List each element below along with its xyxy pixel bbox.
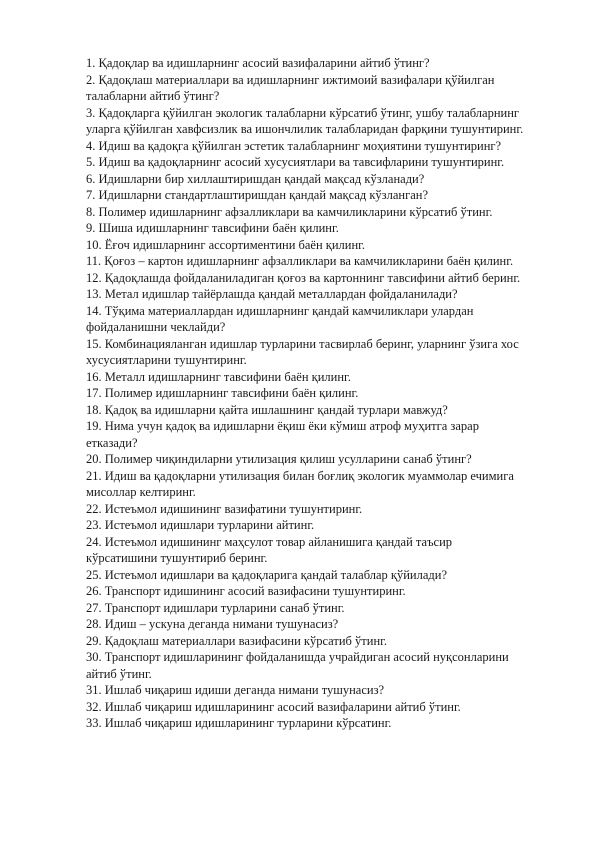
question-item-16: 16. Металл идишларнинг тавсифини баён қилинг. — [86, 369, 351, 384]
question-item-22: 22. Истеъмол идишининг вазифатини тушунтиринг. — [86, 501, 363, 516]
question-item-2: 2. Қадоқлаш материаллари ва идишларнинг ижтимоий вазифалари қўйилган талабларни айтиб ўтинг? — [86, 72, 495, 103]
question-item-12: 12. Қадоқлашда фойдаланиладиган қоғоз ва картоннинг тавсифини айтиб беринг. — [86, 270, 521, 285]
question-list — [86, 55, 526, 732]
question-item-14: 14. Тўқима материаллардан идишларнинг қандай камчиликлари улардан фойдаланишни чеклайди? — [86, 303, 474, 334]
question-item-1: 1. Қадоқлар ва идишларнинг асосий вазифаларини айтиб ўтинг? — [86, 56, 430, 70]
question-item-28: 28. Идиш – ускуна деганда нимани тушунасиз? — [86, 617, 339, 631]
question-item-15: 15. Комбинацияланган идишлар турларини тасвирлаб беринг, уларнинг ўзига хос хусусиятларини тушунтиринг. — [86, 336, 519, 367]
question-item-8: 8. Полимер идишларнинг афзалликлари ва камчиликларини кўрсатиб ўтинг. — [86, 204, 493, 219]
question-item-4: 4. Идиш ва қадоқга қўйилган эстетик талабларнинг моҳиятини тушунтиринг? — [86, 138, 502, 153]
question-item-7: 7. Идишларни стандартлаштиришдан қандай мақсад кўзланган? — [86, 188, 428, 202]
question-item-11: 11. Қоғоз – картон идишларнинг афзалликлари ва камчиликларини баён қилинг. — [86, 254, 514, 268]
question-item-24: 24. Истеъмол идишининг маҳсулот товар айланишига қандай таъсир кўрсатишини тушунтириб беринг. — [86, 534, 453, 565]
question-item-5: 5. Идиш ва қадоқларнинг асосий хусусиятлари ва тавсифларини тушунтиринг. — [86, 155, 505, 169]
question-item-30: 30. Транспорт идишларининг фойдаланишда учрайдиган асосий нуқсонларини айтиб ўтинг. — [86, 650, 509, 681]
question-item-32: 32. Ишлаб чиқариш идишларининг асосий вазифаларини айтиб ўтинг. — [86, 699, 461, 714]
question-item-13: 13. Метал идишлар тайёрлашда қандай металлардан фойдаланилади? — [86, 287, 458, 301]
question-item-10: 10. Ёғоч идишларнинг ассортиментини баён қилинг. — [86, 237, 365, 252]
question-item-23: 23. Истеъмол идишлари турларини айтинг. — [86, 518, 315, 532]
question-item-6: 6. Идишларни бир хиллаштиришдан қандай мақсад кўзланади? — [86, 171, 425, 186]
question-item-19: 19. Нима учун қадоқ ва идишларни ёқиш ёки кўмиш атроф муҳитга зарар етказади? — [86, 419, 479, 450]
question-item-21: 21. Идиш ва қадоқларни утилизация билан боғлиқ экологик муаммолар ечимига мисоллар келтиринг. — [86, 468, 514, 499]
question-item-33: 33. Ишлаб чиқариш идишларининг турларини кўрсатинг. — [86, 716, 392, 730]
question-item-29: 29. Қадоқлаш материаллари вазифасини кўрсатиб ўтинг. — [86, 633, 387, 648]
question-item-26: 26. Транспорт идишининг асосий вазифасини тушунтиринг. — [86, 584, 406, 598]
question-item-17: 17. Полимер идишларнинг тавсифини баён қилинг. — [86, 386, 359, 400]
question-item-27: 27. Транспорт идишлари турларини санаб ўтинг. — [86, 600, 345, 615]
question-item-25: 25. Истеъмол идишлари ва қадоқларига қандай талаблар қўйилади? — [86, 567, 447, 582]
question-item-18: 18. Қадоқ ва идишларни қайта ишлашнинг қандай турлари мавжуд? — [86, 402, 448, 417]
question-item-9: 9. Шиша идишларнинг тавсифини баён қилинг. — [86, 221, 339, 235]
question-item-3: 3. Қадоқларга қўйилган экологик талабларни кўрсатиб ўтинг, ушбу талабларнинг уларга қўйилган хавфсизлик ва ишончлилик талабларидан фарқини тушунтиринг. — [86, 105, 524, 136]
question-item-20: 20. Полимер чиқиндиларни утилизация қилиш усулларини санаб ўтинг? — [86, 452, 472, 466]
question-item-31: 31. Ишлаб чиқариш идиши деганда нимани тушунасиз? — [86, 683, 385, 697]
